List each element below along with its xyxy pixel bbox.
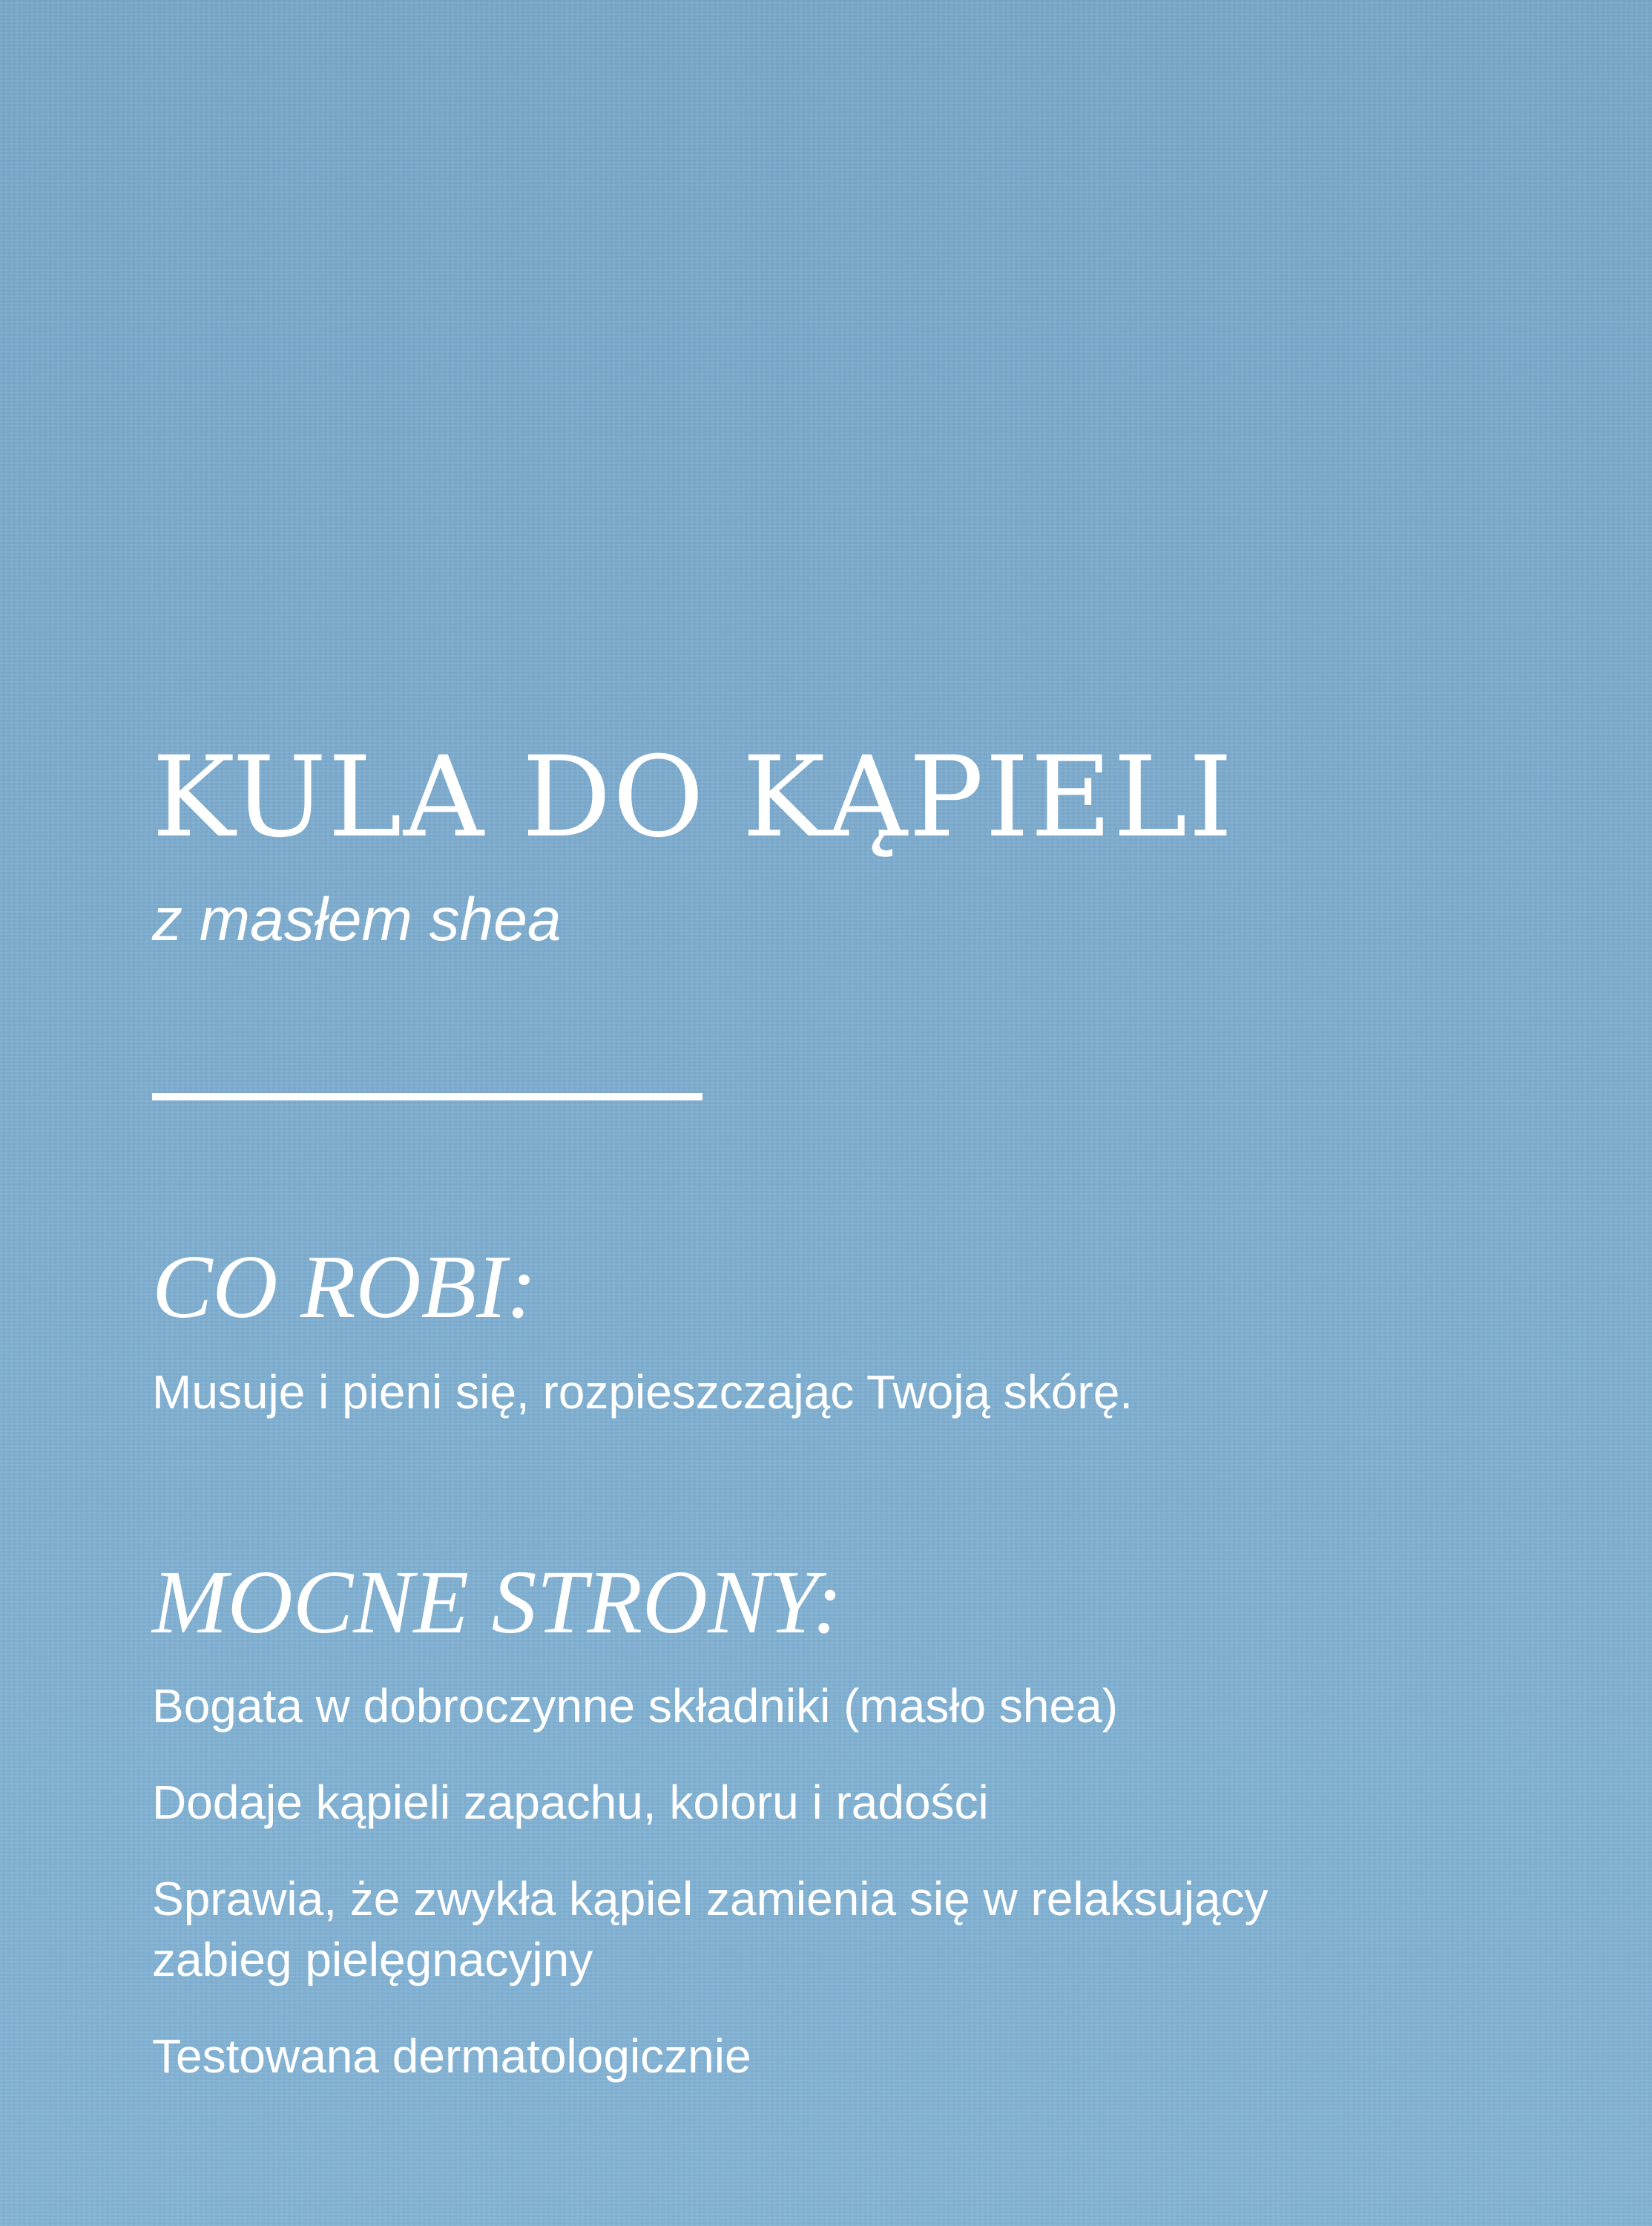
strength-item: Bogata w dobroczynne składniki (masło shea) (152, 1679, 1118, 1733)
product-info-card (152, 0, 1561, 2226)
what-it-does-heading: CO ROBI: (152, 1237, 537, 1337)
strength-item: Dodaje kąpieli zapachu, koloru i radości (152, 1776, 989, 1829)
strength-item: Testowana dermatologicznie (152, 2029, 751, 2083)
strength-item (152, 1868, 1547, 1990)
product-title: KULA DO KĄPIELI (152, 733, 1234, 862)
product-subtitle: z masłem shea (152, 886, 562, 953)
strength-item-line-1: Sprawia, że zwykła kąpiel zamienia się w relaksujący (152, 1872, 1268, 1925)
strengths-heading: MOCNE STRONY: (152, 1552, 843, 1652)
title-divider (152, 1093, 702, 1100)
strengths-list (152, 1675, 1547, 2122)
what-it-does-text: Musuje i pieni się, rozpieszczając Twoją skórę. (152, 1365, 1133, 1419)
strength-item-line-2: zabieg pielęgnacyjny (152, 1933, 593, 1986)
